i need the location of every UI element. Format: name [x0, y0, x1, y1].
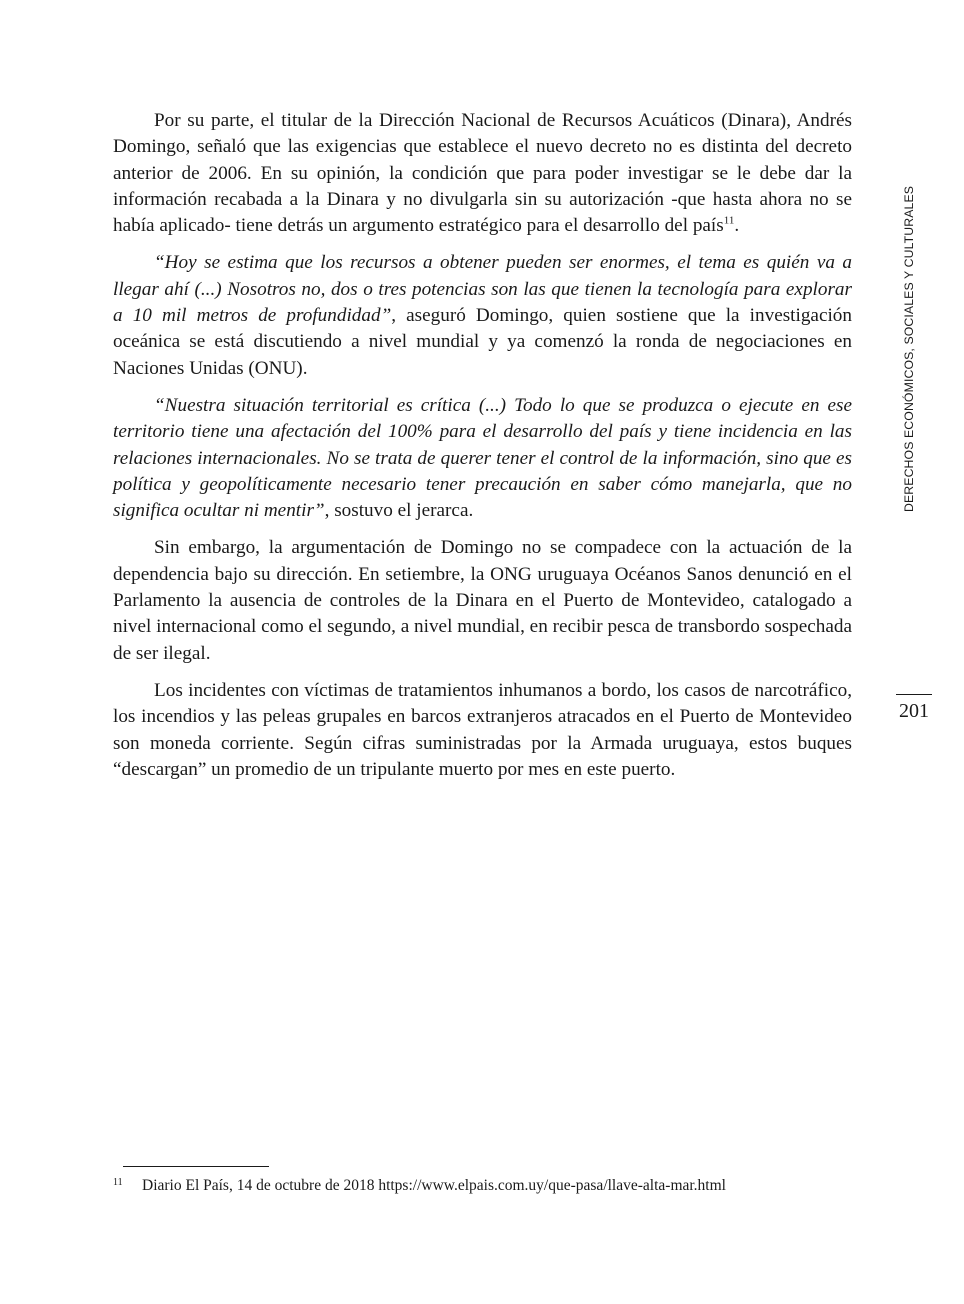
footnote-text: Diario El País, 14 de octubre de 2018 https://www.elpais.com.uy/que-pasa/llave-alta-mar.html — [142, 1177, 726, 1194]
footnote-divider — [123, 1166, 269, 1167]
paragraph-2-quote: “Hoy se estima que los recursos a obtener pueden ser enormes, el tema es quién va a llegar ahí (...) Nosotros no, dos o tres potencias son las que tienen la tecnología para explorar a 10 mil metros de profundidad” — [113, 252, 852, 327]
paragraph-2-text: , aseguró Domingo, quien sostiene que la investigación oceánica se está discutiendo a nivel mundial y ya comenzó la ronda de negociaciones en Naciones Unidas (ONU). — [113, 305, 852, 379]
paragraph-3-text: , sostuvo el jerarca. — [324, 500, 474, 522]
running-header: DERECHOS ECONÓMICOS, SOCIALES Y CULTURALES — [902, 185, 916, 512]
paragraph-3 — [113, 393, 852, 524]
paragraph-1 — [113, 108, 852, 239]
page-number: 201 — [899, 700, 929, 722]
footnote-reference[interactable]: 11 — [723, 214, 735, 227]
paragraph-5: Los incidentes con víctimas de tratamientos inhumanos a bordo, los casos de narcotráfico, los incendios y las peleas grupales en barcos extranjeros atracados en el Puerto de Montevideo son moneda corriente. Según cifras suministradas por la Armada uruguaya, estos buques “descargan” un promedio de un tripulante muerto por mes en este puerto. — [113, 679, 852, 780]
paragraph-2 — [113, 250, 852, 381]
paragraph-3-quote: “Nuestra situación territorial es crítica (...) Todo lo que se produzca o ejecute en ese territorio tiene una afectación del 100% para el desarrollo del país y tiene incidencia en las relaciones internacionales. No se trata de querer tener el control de la información, sino que es política y geopolíticamente necesario tener precaución en saber cómo manejarla, que no significa ocultar ni mentir” — [113, 394, 852, 522]
paragraph-4: Sin embargo, la argumentación de Domingo no se compadece con la actuación de la dependencia bajo su dirección. En setiembre, la ONG uruguaya Océanos Sanos denunció en el Parlamento la ausencia de controles de la Dinara en el Puerto de Montevideo, catalogado a nivel internacional como el segundo, a nivel mundial, en recibir pesca de transbordo sospechada de ser ilegal. — [113, 537, 852, 664]
page-number-rule — [896, 694, 932, 695]
body-text — [113, 108, 852, 794]
footnote-number: 11 — [113, 1177, 123, 1188]
paragraph-1-text: Por su parte, el titular de la Dirección Nacional de Recursos Acuáticos (Dinara), Andrés Domingo, señaló que las exigencias que establece el nuevo decreto no es distinta del decreto anterior de 2006. En su opinión, la condición que para poder investigar se le debe dar la información recabada a la Dinara y no divulgarla sin su autorización -que hasta ahora no se había aplicado- tiene detrás un argumento estratégico para el desarrollo del país — [113, 110, 852, 237]
paragraph-1-end: . — [734, 215, 740, 237]
